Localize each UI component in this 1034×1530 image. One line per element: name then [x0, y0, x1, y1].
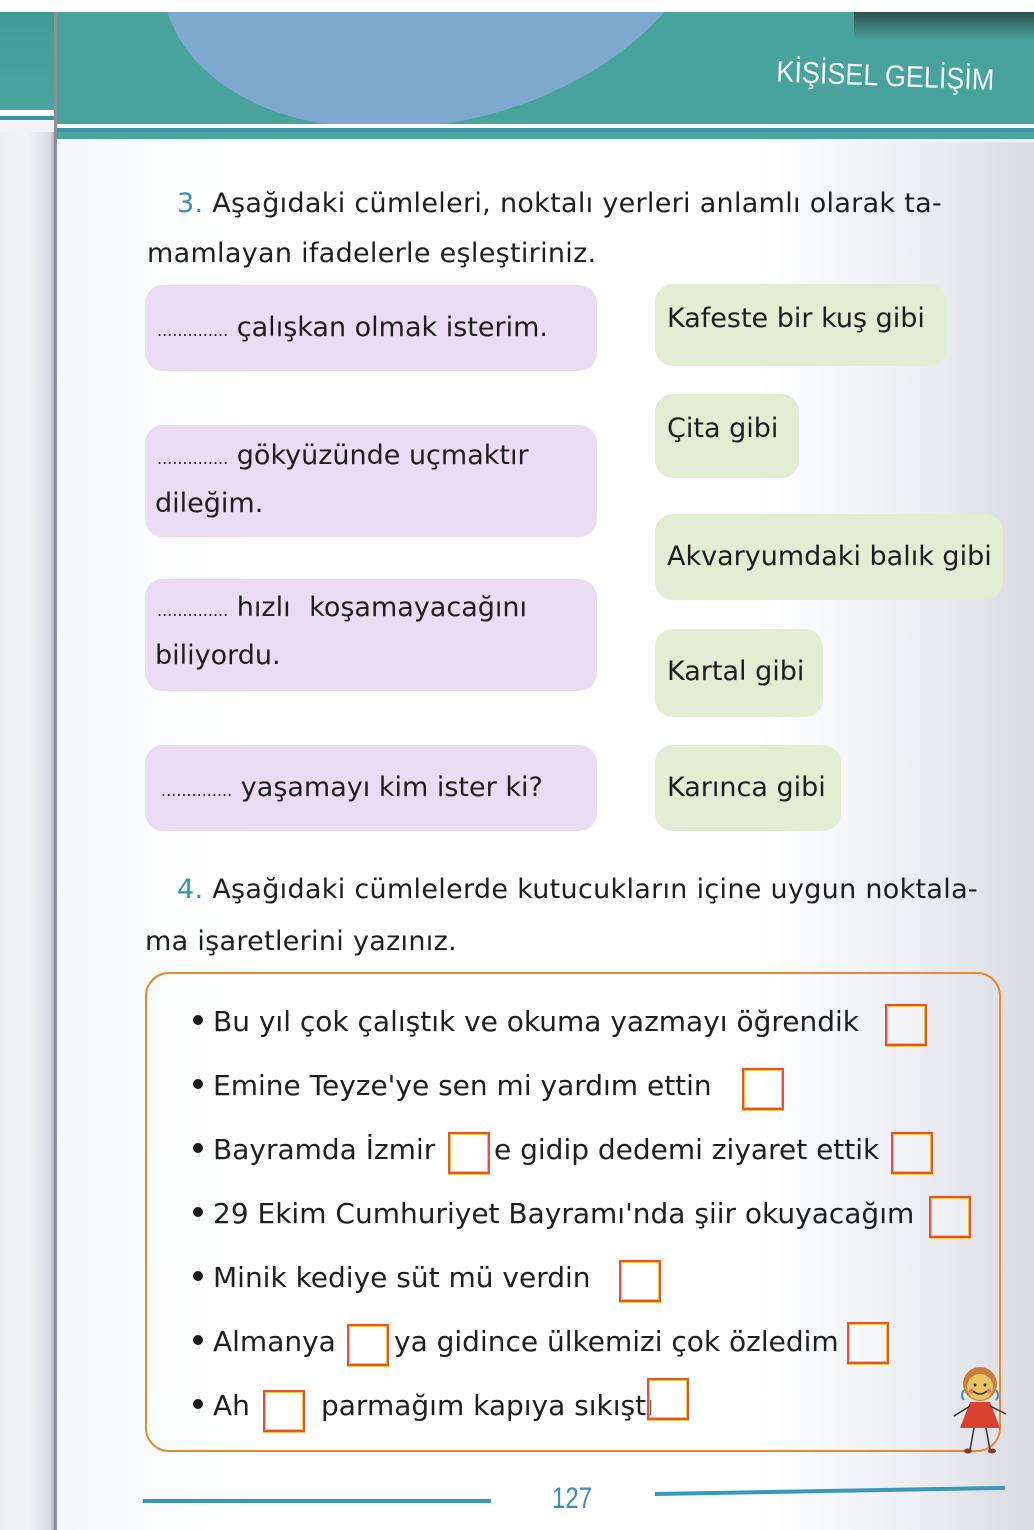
- bullet-icon: [193, 1271, 203, 1281]
- sentence-box-2[interactable]: [145, 425, 597, 537]
- sentence-box-1[interactable]: [145, 285, 597, 371]
- instruction-line: Aşağıdaki cümleleri, noktalı yerleri anlamlı olarak ta-: [212, 188, 943, 219]
- punct-item-7: [193, 1384, 250, 1428]
- header-wave-decoration: [121, 12, 754, 124]
- exercise-3-instruction-cont: mamlayan ifadelerle eşleştiriniz.: [147, 238, 597, 269]
- sentence-text: çalışkan olmak isterim.: [236, 312, 548, 343]
- phrase-box-5[interactable]: [655, 745, 841, 831]
- item-text: Bu yıl çok çalıştık ve okuma yazmayı öğrendik: [213, 1005, 860, 1038]
- left-page-header-band: [0, 12, 55, 110]
- phrase-text: Kafeste bir kuş gibi: [667, 303, 925, 334]
- blank-dots: ..............: [157, 449, 229, 468]
- sentence-text: yaşamayı kim ister ki?: [240, 772, 543, 803]
- answer-box[interactable]: [619, 1260, 661, 1302]
- item-text: Almanya: [213, 1325, 336, 1358]
- page-number: 127: [552, 1482, 593, 1515]
- answer-box[interactable]: [847, 1322, 889, 1364]
- phrase-box-1[interactable]: [655, 284, 947, 366]
- bullet-icon: [193, 1207, 203, 1217]
- exercise-4-number: 4.: [177, 874, 204, 905]
- phrase-text: Çita gibi: [667, 413, 779, 444]
- section-title: KİŞİSEL GELİŞİM: [775, 55, 995, 97]
- blank-dots: ..............: [157, 321, 229, 340]
- footer-rule-left: [143, 1499, 491, 1503]
- item-text-cont: ya gidince ülkemizi çok özledim: [394, 1325, 839, 1358]
- header-stripe: [57, 124, 1034, 142]
- item-text-cont: parmağım kapıya sıkıştı: [321, 1389, 654, 1422]
- phrase-text: Akvaryumdaki balık gibi: [667, 541, 992, 572]
- answer-box[interactable]: [929, 1196, 971, 1238]
- blank-dots: ..............: [157, 601, 229, 620]
- item-text: Minik kediye süt mü verdin: [213, 1261, 591, 1294]
- punct-item-1: [193, 1000, 859, 1044]
- answer-box[interactable]: [885, 1004, 927, 1046]
- punct-item-2: [193, 1064, 712, 1108]
- header-shadow: [854, 12, 1034, 40]
- sentence-box-4[interactable]: [145, 745, 597, 831]
- phrase-text: Kartal gibi: [667, 656, 805, 687]
- exercise-3-instruction: [177, 178, 942, 230]
- exercise-4-instruction-cont: ma işaretlerini yazınız.: [145, 926, 457, 957]
- left-page-edge: [0, 12, 55, 1530]
- item-text: 29 Ekim Cumhuriyet Bayramı'nda şiir okuyacağım: [213, 1197, 915, 1230]
- blank-dots: ..............: [161, 781, 233, 800]
- instruction-line: Aşağıdaki cümlelerde kutucukların içine uygun noktala-: [212, 874, 978, 905]
- footer-rule-right: [655, 1486, 1005, 1496]
- bullet-icon: [193, 1335, 203, 1345]
- sentence-text-cont: dileğim.: [155, 488, 264, 519]
- phrase-box-3[interactable]: [655, 514, 1003, 600]
- bullet-icon: [193, 1015, 203, 1025]
- answer-box[interactable]: [263, 1390, 305, 1432]
- left-page-header-stripe: [0, 110, 55, 132]
- page-header: [57, 12, 1034, 124]
- punct-item-6: [193, 1320, 336, 1364]
- punct-item-5: [193, 1256, 591, 1300]
- exercise-3-number: 3.: [177, 188, 204, 219]
- phrase-box-2[interactable]: [655, 394, 799, 478]
- phrase-text: Karınca gibi: [667, 772, 826, 803]
- answer-box[interactable]: [347, 1324, 389, 1366]
- answer-box[interactable]: [647, 1378, 689, 1420]
- bullet-icon: [193, 1399, 203, 1409]
- bullet-icon: [193, 1079, 203, 1089]
- girl-illustration-icon: [950, 1362, 1010, 1457]
- item-text: Emine Teyze'ye sen mi yardım ettin: [213, 1069, 712, 1102]
- answer-box[interactable]: [742, 1068, 784, 1110]
- bullet-icon: [193, 1143, 203, 1153]
- sentence-text-cont: biliyordu.: [155, 640, 281, 671]
- textbook-page: [57, 12, 1034, 1530]
- phrase-box-4[interactable]: [655, 629, 823, 717]
- answer-box[interactable]: [891, 1132, 933, 1174]
- answer-box[interactable]: [448, 1132, 490, 1174]
- item-text: Bayramda İzmir: [213, 1133, 436, 1166]
- sentence-text: hızlı koşamayacağını: [236, 592, 527, 623]
- punct-item-4: [193, 1192, 914, 1236]
- item-text: Ah: [213, 1389, 250, 1422]
- punct-item-3: [193, 1128, 435, 1172]
- sentence-box-3[interactable]: [145, 579, 597, 691]
- item-text-cont: e gidip dedemi ziyaret ettik: [494, 1133, 880, 1166]
- scan-margin: [0, 0, 1034, 12]
- sentence-text: gökyüzünde uçmaktır: [236, 440, 529, 471]
- exercise-4-instruction: [177, 864, 978, 916]
